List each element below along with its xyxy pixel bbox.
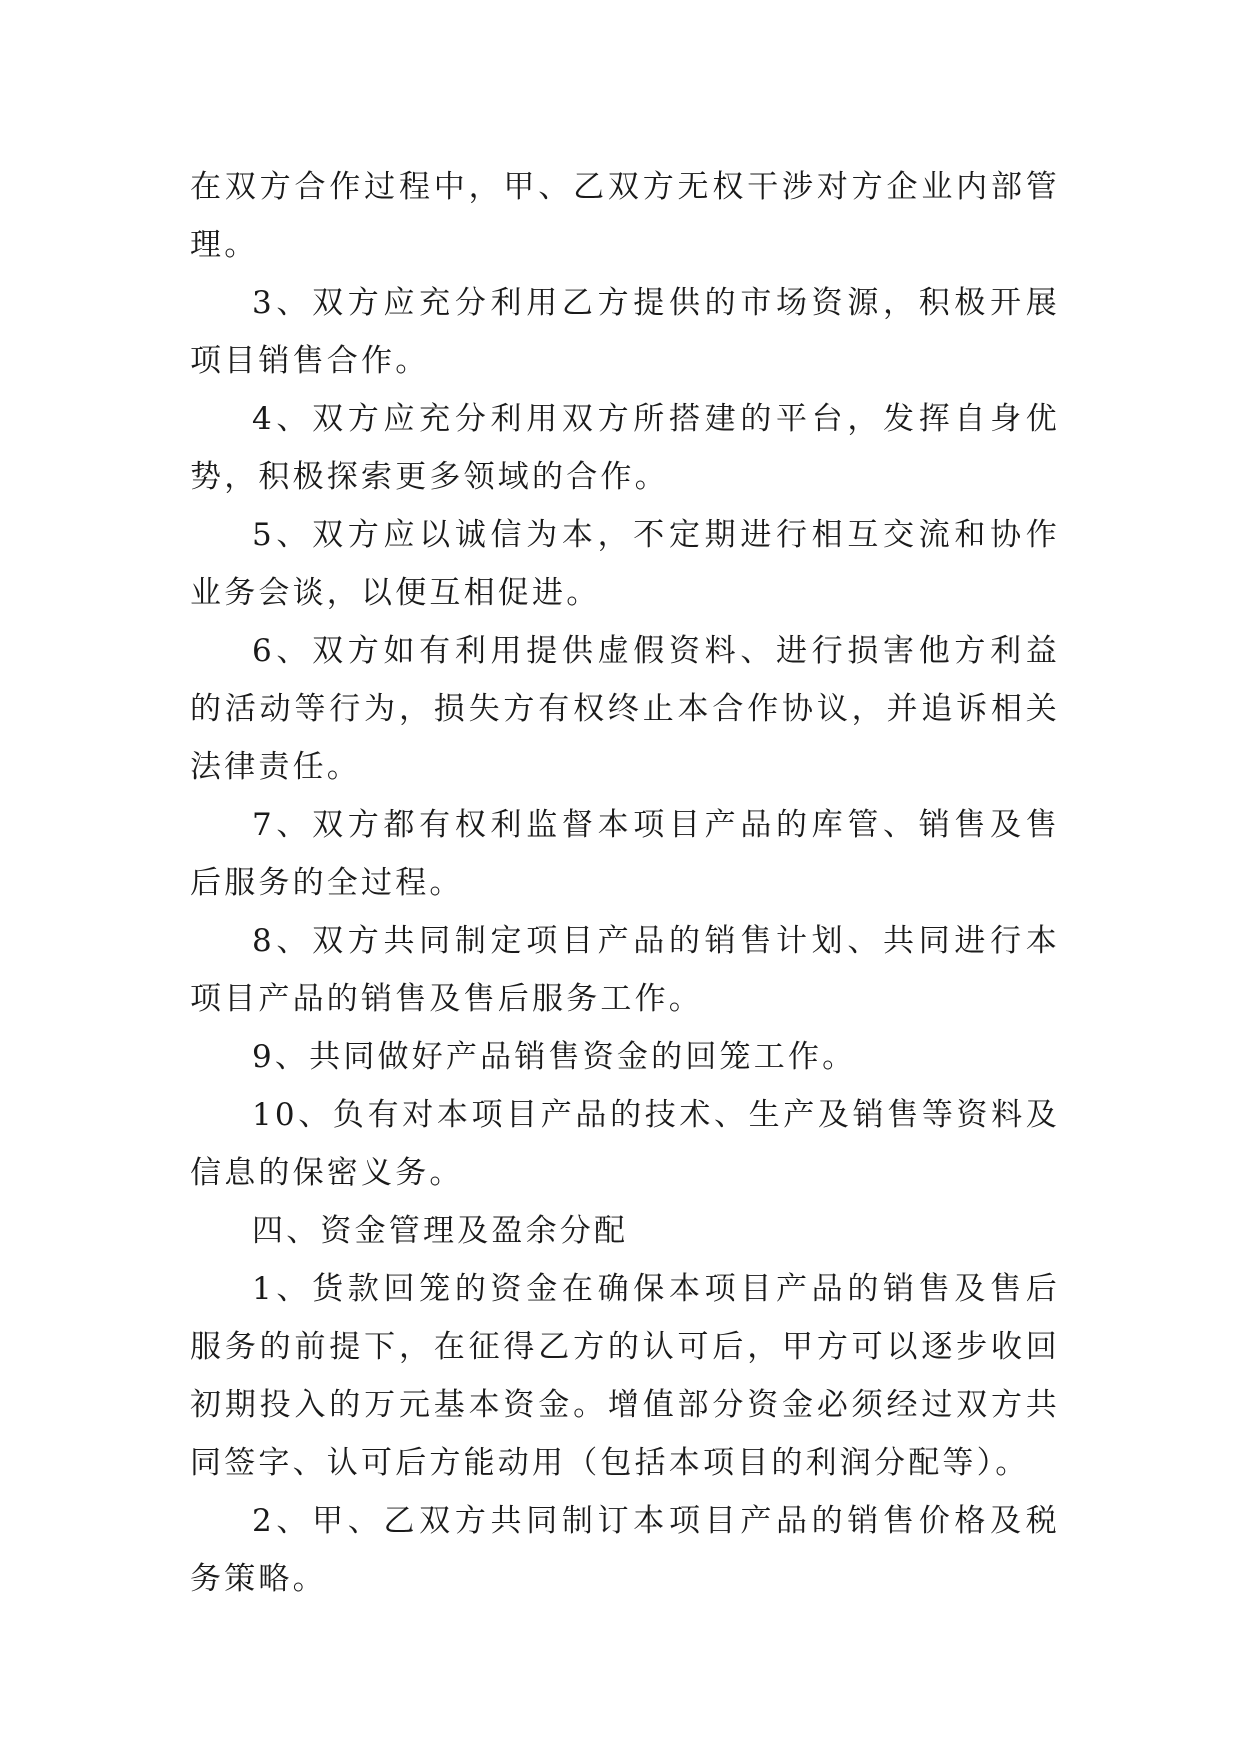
funds-clause-1: 1、货款回笼的资金在确保本项目产品的销售及售后服务的前提下，在征得乙方的认可后，甲方可以逐步收回初期投入的万元基本资金。增值部分资金必须经过双方共同签字、认可后方能动用（包括本项目的利润分配等）。 [190,1271,1060,1481]
clause-6: 6、双方如有利用提供虚假资料、进行损害他方利益的活动等行为，损失方有权终止本合作协议，并追诉相关法律责任。 [190,633,1060,785]
section-heading: 四、资金管理及盈余分配 [252,1213,629,1249]
funds-clause-2: 2、甲、乙双方共同制订本项目产品的销售价格及税务策略。 [190,1503,1060,1597]
clause-7: 7、双方都有权利监督本项目产品的库管、销售及售后服务的全过程。 [190,807,1060,901]
body-text [190,158,1060,1608]
clause-4: 4、双方应充分利用双方所搭建的平台，发挥自身优势，积极探索更多领域的合作。 [190,401,1060,495]
clause-8: 8、双方共同制定项目产品的销售计划、共同进行本项目产品的销售及售后服务工作。 [190,923,1060,1017]
clause-10: 10、负有对本项目产品的技术、生产及销售等资料及信息的保密义务。 [190,1097,1060,1191]
clause-3: 3、双方应充分利用乙方提供的市场资源，积极开展项目销售合作。 [190,285,1060,379]
paragraph-continuation: 在双方合作过程中，甲、乙双方无权干涉对方企业内部管理。 [190,169,1060,263]
clause-5: 5、双方应以诚信为本，不定期进行相互交流和协作业务会谈，以便互相促进。 [190,517,1060,611]
clause-9: 9、共同做好产品销售资金的回笼工作。 [252,1039,857,1075]
